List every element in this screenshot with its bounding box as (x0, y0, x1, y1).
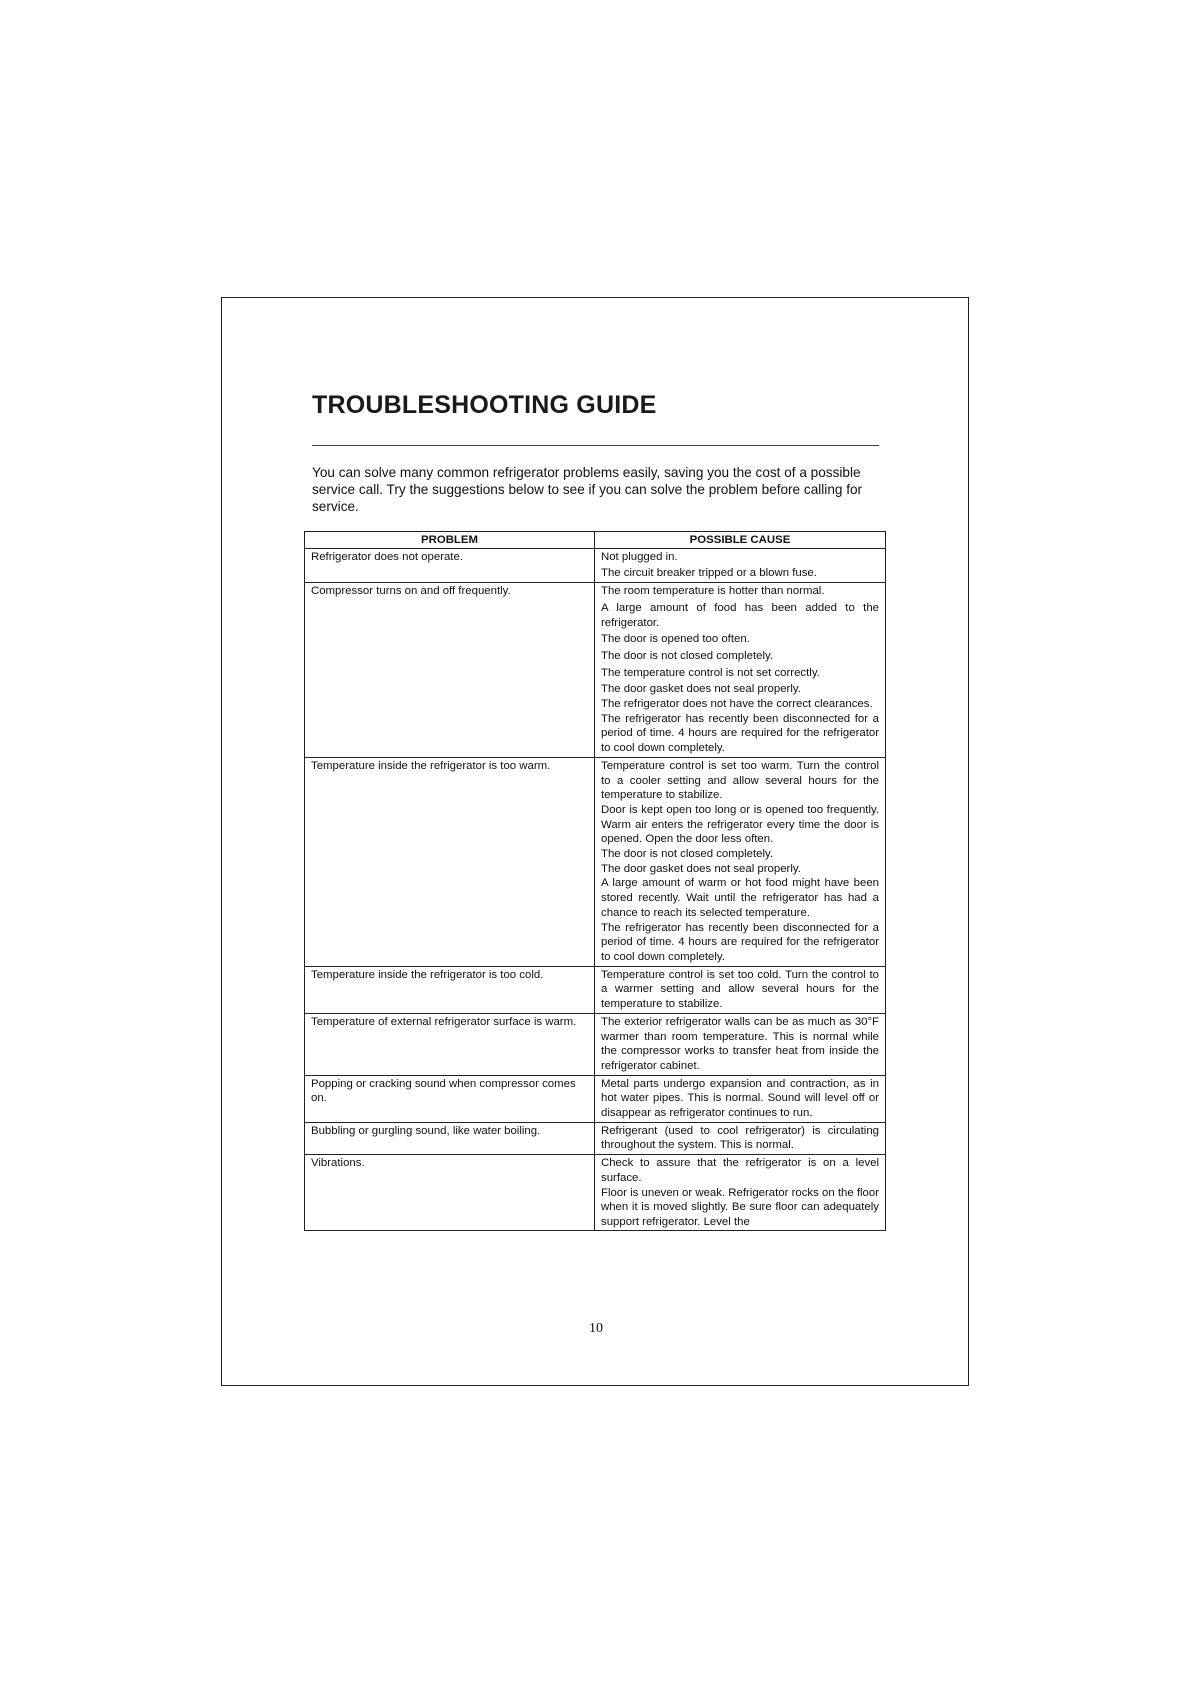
problem-cell: Compressor turns on and off frequently. (305, 583, 595, 758)
cause-cell (595, 757, 886, 966)
cause-item: A large amount of food has been added to the refrigerator. (601, 601, 879, 629)
cause-item: The circuit breaker tripped or a blown fuse. (601, 567, 817, 580)
cause-item: Check to assure that the refrigerator is on a level surface. (601, 1157, 879, 1184)
cause-item: Door is kept open too long or is opened too frequently. Warm air enters the refrigerator every time the door is opened. Open the door less often. (601, 803, 879, 846)
table-row (305, 1075, 886, 1122)
cause-item: Metal parts undergo expansion and contraction, as in hot water pipes. This is normal. Sound will level off or disappear as refrigerator continues to run. (601, 1077, 879, 1120)
problem-cell: Temperature inside the refrigerator is too warm. (305, 757, 595, 966)
table-row (305, 966, 886, 1013)
cause-item: The refrigerator has recently been disconnected for a period of time. 4 hours are required for the refrigerator to cool down completely. (601, 712, 879, 755)
cause-item: The refrigerator does not have the correct clearances. (601, 698, 873, 711)
cause-item: The door gasket does not seal properly. (601, 862, 801, 875)
problem-cell: Temperature inside the refrigerator is too cold. (305, 966, 595, 1013)
problem-cell: Bubbling or gurgling sound, like water boiling. (305, 1122, 595, 1154)
cause-item: The temperature control is not set correctly. (601, 666, 820, 679)
cause-item: The door gasket does not seal properly. (601, 683, 801, 696)
cause-item: Floor is uneven or weak. Refrigerator rocks on the floor when it is moved slightly. Be sure floor can adequately support refrigerator. Level the (601, 1186, 879, 1228)
problem-cell: Vibrations. (305, 1155, 595, 1231)
table-row (305, 1122, 886, 1154)
cause-cell (595, 1075, 886, 1122)
intro-paragraph: You can solve many common refrigerator problems easily, saving you the cost of a possible service call. Try the suggestions below to see if you can solve the problem before calling for service. (312, 465, 863, 514)
cause-cell (595, 583, 886, 758)
cause-cell (595, 1122, 886, 1154)
header-possible-cause: POSSIBLE CAUSE (595, 532, 886, 549)
cause-item: Temperature control is set too cold. Turn the control to a warmer setting and allow several hours for the temperature to stabilize. (601, 968, 879, 1011)
cause-item: The door is opened too often. (601, 633, 750, 646)
problem-cell: Refrigerator does not operate. (305, 548, 595, 582)
header-problem: PROBLEM (305, 532, 595, 549)
troubleshooting-table (304, 531, 886, 1231)
page-number: 10 (589, 1321, 603, 1336)
table-row (305, 757, 886, 966)
problem-cell: Temperature of external refrigerator surface is warm. (305, 1013, 595, 1075)
cause-item: The door is not closed completely. (601, 649, 773, 662)
cause-item: Temperature control is set too warm. Turn the control to a cooler setting and allow several hours for the temperature to stabilize. (601, 759, 879, 802)
cause-item: The door is not closed completely. (601, 848, 773, 861)
cause-item: The refrigerator has recently been disconnected for a period of time. 4 hours are required for the refrigerator to cool down completely. (601, 921, 879, 963)
table-row (305, 583, 886, 758)
cause-item: Refrigerant (used to cool refrigerator) is circulating throughout the system. This is normal. (601, 1124, 879, 1152)
table-row (305, 1013, 886, 1075)
cause-item: A large amount of warm or hot food might have been stored recently. Wait until the refrigerator has had a chance to reach its selected temperature. (601, 877, 879, 919)
table-row (305, 548, 886, 582)
cause-cell (595, 966, 886, 1013)
table-header-row (305, 532, 886, 549)
cause-cell (595, 548, 886, 582)
title-divider (312, 445, 879, 446)
table-row (305, 1155, 886, 1231)
page-title: TROUBLESHOOTING GUIDE (312, 391, 657, 419)
cause-cell (595, 1013, 886, 1075)
cause-cell (595, 1155, 886, 1231)
cause-item: Not plugged in. (601, 550, 678, 563)
problem-cell: Popping or cracking sound when compressor comes on. (305, 1075, 595, 1122)
cause-item: The exterior refrigerator walls can be as much as 30°F warmer than room temperature. This is normal while the compressor works to transfer heat from inside the refrigerator cabinet. (601, 1015, 879, 1072)
cause-clip (601, 1156, 879, 1229)
cause-item: The room temperature is hotter than normal. (601, 585, 825, 598)
